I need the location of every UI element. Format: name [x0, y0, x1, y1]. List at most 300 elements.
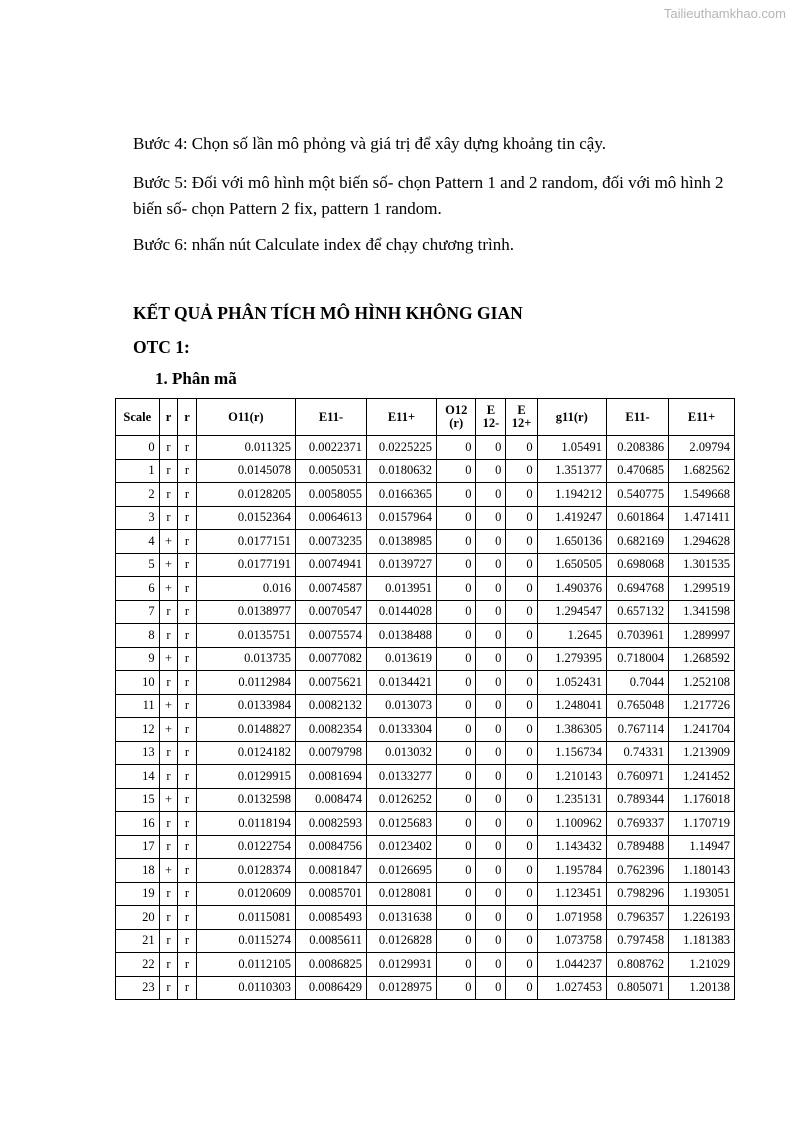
table-cell: 0.694768 — [606, 577, 668, 601]
table-cell: 0.0133984 — [196, 694, 295, 718]
table-cell: 0.0064613 — [296, 506, 367, 530]
table-cell: r — [159, 765, 178, 789]
table-row — [116, 976, 735, 1000]
otc-title: OTC 1: — [133, 337, 190, 357]
table-cell: 1.386305 — [537, 718, 606, 742]
table-cell: 16 — [116, 812, 160, 836]
table-cell: 10 — [116, 671, 160, 695]
table-cell: 1.170719 — [669, 812, 735, 836]
table-cell: 1.490376 — [537, 577, 606, 601]
table-cell: 1.268592 — [669, 647, 735, 671]
table-cell: 2 — [116, 483, 160, 507]
table-cell: 0.798296 — [606, 882, 668, 906]
table-cell: 0.540775 — [606, 483, 668, 507]
table-cell: 1.241704 — [669, 718, 735, 742]
table-cell: 0.789488 — [606, 835, 668, 859]
table-cell: 0 — [476, 882, 506, 906]
table-cell: 0.0129931 — [366, 953, 436, 977]
table-cell: r — [159, 506, 178, 530]
table-cell: r — [159, 741, 178, 765]
table-cell: 0.013032 — [366, 741, 436, 765]
table-cell: 1.20138 — [669, 976, 735, 1000]
table-cell: 0 — [436, 929, 475, 953]
paragraph-step-4: Bước 4: Chọn số lần mô phỏng và giá trị để xây dựng khoảng tin cậy. — [133, 134, 606, 153]
table-cell: 0 — [436, 812, 475, 836]
table-cell: 0.797458 — [606, 929, 668, 953]
table-cell: 0 — [476, 624, 506, 648]
table-cell: 0 — [436, 765, 475, 789]
table-cell: r — [159, 976, 178, 1000]
table-cell: r — [178, 953, 196, 977]
table-cell: 1.549668 — [669, 483, 735, 507]
paragraph-step-6: Bước 6: nhấn nút Calculate index để chạy chương trình. — [133, 235, 515, 254]
table-cell: 0 — [476, 741, 506, 765]
table-cell: 0.0085493 — [296, 906, 367, 930]
table-cell: 0.0082593 — [296, 812, 367, 836]
table-cell: 0 — [436, 553, 475, 577]
table-cell: 0.013619 — [366, 647, 436, 671]
table-cell: 0.0050531 — [296, 459, 367, 483]
table-cell: 0 — [476, 577, 506, 601]
table-cell: 0 — [476, 694, 506, 718]
table-cell: r — [178, 906, 196, 930]
table-cell: 1.299519 — [669, 577, 735, 601]
table-cell: 0 — [436, 976, 475, 1000]
table-cell: 13 — [116, 741, 160, 765]
table-cell: 0.0073235 — [296, 530, 367, 554]
table-row — [116, 741, 735, 765]
table-cell: 0.0122754 — [196, 835, 295, 859]
table-cell: 0.0126695 — [366, 859, 436, 883]
table-cell: r — [159, 929, 178, 953]
table-row — [116, 436, 735, 460]
table-cell: 0.789344 — [606, 788, 668, 812]
table-cell: r — [178, 671, 196, 695]
table-cell: 1.252108 — [669, 671, 735, 695]
table-cell: 0.0126252 — [366, 788, 436, 812]
table-row — [116, 459, 735, 483]
table-cell: 0.601864 — [606, 506, 668, 530]
table-cell: 0 — [506, 906, 537, 930]
header-r2: r — [178, 399, 196, 436]
table-cell: 0 — [436, 530, 475, 554]
table-cell: 1.123451 — [537, 882, 606, 906]
table-cell: 0.0148827 — [196, 718, 295, 742]
table-cell: 0.0138977 — [196, 600, 295, 624]
table-cell: 1.301535 — [669, 553, 735, 577]
table-cell: 0.0081847 — [296, 859, 367, 883]
table-cell: 0.0075621 — [296, 671, 367, 695]
table-cell: 0 — [436, 436, 475, 460]
table-cell: 0.7044 — [606, 671, 668, 695]
table-cell: r — [159, 600, 178, 624]
table-cell: 0 — [476, 976, 506, 1000]
table-cell: 0 — [506, 624, 537, 648]
table-cell: 0 — [436, 671, 475, 695]
table-cell: 1.052431 — [537, 671, 606, 695]
table-cell: 1.235131 — [537, 788, 606, 812]
table-cell: 0 — [436, 953, 475, 977]
table-cell: 0 — [506, 647, 537, 671]
table-cell: 0.0112984 — [196, 671, 295, 695]
table-cell: 0 — [476, 459, 506, 483]
table-cell: 1.195784 — [537, 859, 606, 883]
table-cell: 0.0120609 — [196, 882, 295, 906]
table-cell: r — [178, 553, 196, 577]
table-row — [116, 835, 735, 859]
table-cell: 0.0118194 — [196, 812, 295, 836]
table-cell: 8 — [116, 624, 160, 648]
table-cell: + — [159, 718, 178, 742]
table-cell: 0.0138985 — [366, 530, 436, 554]
table-cell: 1.226193 — [669, 906, 735, 930]
table-cell: 0.470685 — [606, 459, 668, 483]
table-body — [116, 436, 735, 1000]
table-cell: 1.279395 — [537, 647, 606, 671]
table-cell: + — [159, 788, 178, 812]
table-cell: 1.181383 — [669, 929, 735, 953]
table-cell: 0 — [436, 600, 475, 624]
table-cell: 1.14947 — [669, 835, 735, 859]
table-cell: 0 — [506, 859, 537, 883]
table-cell: r — [159, 624, 178, 648]
table-cell: r — [178, 600, 196, 624]
table-cell: 0.0139727 — [366, 553, 436, 577]
header-g-e11-minus: E11- — [606, 399, 668, 436]
table-cell: 0 — [436, 624, 475, 648]
table-cell: r — [178, 835, 196, 859]
table-row — [116, 765, 735, 789]
table-cell: 0 — [476, 483, 506, 507]
table-cell: 0.74331 — [606, 741, 668, 765]
table-cell: r — [178, 718, 196, 742]
table-row — [116, 671, 735, 695]
table-cell: 0 — [476, 647, 506, 671]
table-cell: r — [159, 459, 178, 483]
table-row — [116, 953, 735, 977]
table-cell: 0 — [506, 506, 537, 530]
table-cell: 0.682169 — [606, 530, 668, 554]
table-row — [116, 483, 735, 507]
table-cell: r — [178, 694, 196, 718]
table-cell: r — [178, 929, 196, 953]
table-cell: 1.341598 — [669, 600, 735, 624]
table-cell: 0.0081694 — [296, 765, 367, 789]
table-cell: 0.0079798 — [296, 741, 367, 765]
table-cell: 0.698068 — [606, 553, 668, 577]
table-cell: 1.143432 — [537, 835, 606, 859]
table-cell: 0 — [476, 929, 506, 953]
table-cell: 0.703961 — [606, 624, 668, 648]
table-cell: 0.208386 — [606, 436, 668, 460]
table-cell: 1 — [116, 459, 160, 483]
table-cell: r — [178, 647, 196, 671]
table-cell: 0 — [506, 671, 537, 695]
table-cell: 0.0128205 — [196, 483, 295, 507]
table-cell: 0 — [116, 436, 160, 460]
table-cell: 0.0166365 — [366, 483, 436, 507]
header-e12-plus: E 12+ — [506, 399, 537, 436]
table-cell: 0.796357 — [606, 906, 668, 930]
table-row — [116, 600, 735, 624]
table-row — [116, 647, 735, 671]
table-cell: 0.769337 — [606, 812, 668, 836]
table-cell: 1.21029 — [669, 953, 735, 977]
table-cell: r — [159, 436, 178, 460]
header-scale: Scale — [116, 399, 160, 436]
table-cell: r — [159, 671, 178, 695]
table-cell: 0.0112105 — [196, 953, 295, 977]
table-cell: 15 — [116, 788, 160, 812]
table-cell: 11 — [116, 694, 160, 718]
table-row — [116, 577, 735, 601]
table-cell: 0 — [436, 882, 475, 906]
table-cell: 0 — [436, 835, 475, 859]
table-cell: 0.0128975 — [366, 976, 436, 1000]
table-cell: 0.767114 — [606, 718, 668, 742]
table-cell: 0 — [506, 600, 537, 624]
table-cell: 0.0077082 — [296, 647, 367, 671]
header-g11: g11(r) — [537, 399, 606, 436]
table-cell: 0.013735 — [196, 647, 295, 671]
table-cell: 0 — [476, 788, 506, 812]
table-cell: 0.0125683 — [366, 812, 436, 836]
table-cell: 0.013951 — [366, 577, 436, 601]
table-cell: 9 — [116, 647, 160, 671]
table-cell: 0 — [476, 671, 506, 695]
table-cell: 0.765048 — [606, 694, 668, 718]
table-cell: 0 — [476, 859, 506, 883]
table-cell: 19 — [116, 882, 160, 906]
table-cell: 0 — [476, 953, 506, 977]
table-cell: 0 — [476, 436, 506, 460]
table-cell: r — [178, 741, 196, 765]
table-cell: 0.657132 — [606, 600, 668, 624]
table-cell: 4 — [116, 530, 160, 554]
table-cell: r — [178, 506, 196, 530]
table-cell: 0.008474 — [296, 788, 367, 812]
table-cell: r — [178, 483, 196, 507]
table-row — [116, 882, 735, 906]
header-g-e11-plus: E11+ — [669, 399, 735, 436]
table-cell: 0.0126828 — [366, 929, 436, 953]
table-cell: r — [178, 976, 196, 1000]
table-cell: 0.0134421 — [366, 671, 436, 695]
table-cell: 0.0144028 — [366, 600, 436, 624]
table-cell: 22 — [116, 953, 160, 977]
table-cell: 0 — [506, 741, 537, 765]
table-cell: 0 — [436, 694, 475, 718]
table-cell: 0.0115274 — [196, 929, 295, 953]
table-cell: 0.0085611 — [296, 929, 367, 953]
table-cell: 0.0086825 — [296, 953, 367, 977]
table-cell: 0 — [506, 694, 537, 718]
table-cell: r — [159, 953, 178, 977]
table-cell: 0.0115081 — [196, 906, 295, 930]
table-cell: 0 — [506, 835, 537, 859]
table-cell: 3 — [116, 506, 160, 530]
table-cell: 1.351377 — [537, 459, 606, 483]
table-cell: r — [178, 859, 196, 883]
table-cell: 1.2645 — [537, 624, 606, 648]
table-cell: 0.0110303 — [196, 976, 295, 1000]
table-cell: 0 — [476, 906, 506, 930]
table-row — [116, 553, 735, 577]
table-cell: 0 — [506, 976, 537, 1000]
table-cell: 0.0225225 — [366, 436, 436, 460]
table-cell: 0 — [506, 436, 537, 460]
table-cell: 1.471411 — [669, 506, 735, 530]
table-cell: 0.0128081 — [366, 882, 436, 906]
table-cell: 0.0075574 — [296, 624, 367, 648]
table-row — [116, 788, 735, 812]
table-cell: 0 — [436, 859, 475, 883]
header-o11: O11(r) — [196, 399, 295, 436]
table-cell: 1.027453 — [537, 976, 606, 1000]
table-cell: + — [159, 577, 178, 601]
table-cell: 0.0135751 — [196, 624, 295, 648]
table-cell: 1.210143 — [537, 765, 606, 789]
table-cell: 0 — [436, 741, 475, 765]
table-cell: 0 — [506, 530, 537, 554]
table-cell: 1.294628 — [669, 530, 735, 554]
table-cell: r — [178, 765, 196, 789]
table-cell: 2.09794 — [669, 436, 735, 460]
table-cell: r — [178, 436, 196, 460]
table-row — [116, 694, 735, 718]
table-cell: 0.0123402 — [366, 835, 436, 859]
table-cell: 1.213909 — [669, 741, 735, 765]
table-cell: 0.013073 — [366, 694, 436, 718]
table-cell: 0.0058055 — [296, 483, 367, 507]
table-cell: 1.217726 — [669, 694, 735, 718]
table-cell: 1.180143 — [669, 859, 735, 883]
table-cell: r — [178, 624, 196, 648]
results-table — [115, 398, 735, 1000]
table-cell: 0.762396 — [606, 859, 668, 883]
table-cell: 1.650505 — [537, 553, 606, 577]
table-cell: 1.294547 — [537, 600, 606, 624]
table-cell: 0 — [506, 765, 537, 789]
table-cell: 12 — [116, 718, 160, 742]
table-cell: 1.650136 — [537, 530, 606, 554]
table-cell: 0 — [476, 835, 506, 859]
table-cell: 0 — [436, 906, 475, 930]
table-cell: 0 — [476, 765, 506, 789]
table-cell: 0 — [506, 483, 537, 507]
table-row — [116, 624, 735, 648]
table-cell: 0 — [506, 929, 537, 953]
table-cell: 0.0131638 — [366, 906, 436, 930]
table-cell: 0.0177151 — [196, 530, 295, 554]
table-row — [116, 506, 735, 530]
table-cell: r — [159, 483, 178, 507]
table-cell: 23 — [116, 976, 160, 1000]
table-cell: 0.0074587 — [296, 577, 367, 601]
table-cell: 17 — [116, 835, 160, 859]
table-cell: 0 — [436, 647, 475, 671]
table-cell: 0.805071 — [606, 976, 668, 1000]
table-cell: 0.0145078 — [196, 459, 295, 483]
table-row — [116, 812, 735, 836]
table-cell: 0.0133304 — [366, 718, 436, 742]
table-cell: 1.071958 — [537, 906, 606, 930]
table-cell: 14 — [116, 765, 160, 789]
table-cell: 1.05491 — [537, 436, 606, 460]
paragraph-step-5: Bước 5: Đối với mô hình một biến số- chọn Pattern 1 and 2 random, đối với mô hình 2 biến số- chọn Pattern 2 fix, pattern 1 random. — [133, 173, 724, 218]
table-cell: + — [159, 647, 178, 671]
table-cell: r — [159, 906, 178, 930]
table-cell: 1.193051 — [669, 882, 735, 906]
table-cell: 0 — [476, 812, 506, 836]
table-cell: 0 — [506, 788, 537, 812]
table-header-row — [116, 399, 735, 436]
table-cell: r — [178, 459, 196, 483]
watermark: Tailieuthamkhao.com — [663, 6, 786, 21]
table-cell: r — [159, 835, 178, 859]
table-cell: 0 — [476, 718, 506, 742]
table-cell: + — [159, 859, 178, 883]
table-cell: 0 — [436, 483, 475, 507]
table-cell: 0.016 — [196, 577, 295, 601]
table-cell: + — [159, 694, 178, 718]
table-cell: 7 — [116, 600, 160, 624]
table-cell: 5 — [116, 553, 160, 577]
table-cell: r — [178, 577, 196, 601]
sub-title: 1. Phân mã — [155, 369, 237, 388]
table-cell: 0 — [506, 459, 537, 483]
table-cell: 1.073758 — [537, 929, 606, 953]
table-cell: + — [159, 530, 178, 554]
table-cell: 0.808762 — [606, 953, 668, 977]
table-cell: 1.194212 — [537, 483, 606, 507]
table-cell: 21 — [116, 929, 160, 953]
table-cell: 0.0132598 — [196, 788, 295, 812]
table-cell: r — [159, 882, 178, 906]
table-cell: 0 — [506, 812, 537, 836]
table-cell: 1.248041 — [537, 694, 606, 718]
table-row — [116, 530, 735, 554]
table-cell: r — [159, 812, 178, 836]
table-cell: 0 — [506, 553, 537, 577]
table-cell: 1.682562 — [669, 459, 735, 483]
table-cell: r — [178, 812, 196, 836]
table-cell: 1.289997 — [669, 624, 735, 648]
table-cell: 1.156734 — [537, 741, 606, 765]
table-cell: 18 — [116, 859, 160, 883]
header-r1: r — [159, 399, 178, 436]
table-cell: 0 — [436, 577, 475, 601]
table-cell: 0 — [436, 788, 475, 812]
table-row — [116, 906, 735, 930]
header-o12: O12 (r) — [436, 399, 475, 436]
table-cell: 1.044237 — [537, 953, 606, 977]
table-cell: 0.0022371 — [296, 436, 367, 460]
table-cell: 0.0129915 — [196, 765, 295, 789]
table-cell: 0 — [476, 600, 506, 624]
table-cell: 0.0070547 — [296, 600, 367, 624]
table-row — [116, 859, 735, 883]
table-cell: r — [178, 788, 196, 812]
header-e11-plus: E11+ — [366, 399, 436, 436]
table-cell: 0.0128374 — [196, 859, 295, 883]
table-cell: 1.100962 — [537, 812, 606, 836]
table-cell: 0.0084756 — [296, 835, 367, 859]
table-cell: r — [178, 882, 196, 906]
table-cell: 0 — [506, 882, 537, 906]
table-cell: + — [159, 553, 178, 577]
table-cell: 0.0124182 — [196, 741, 295, 765]
